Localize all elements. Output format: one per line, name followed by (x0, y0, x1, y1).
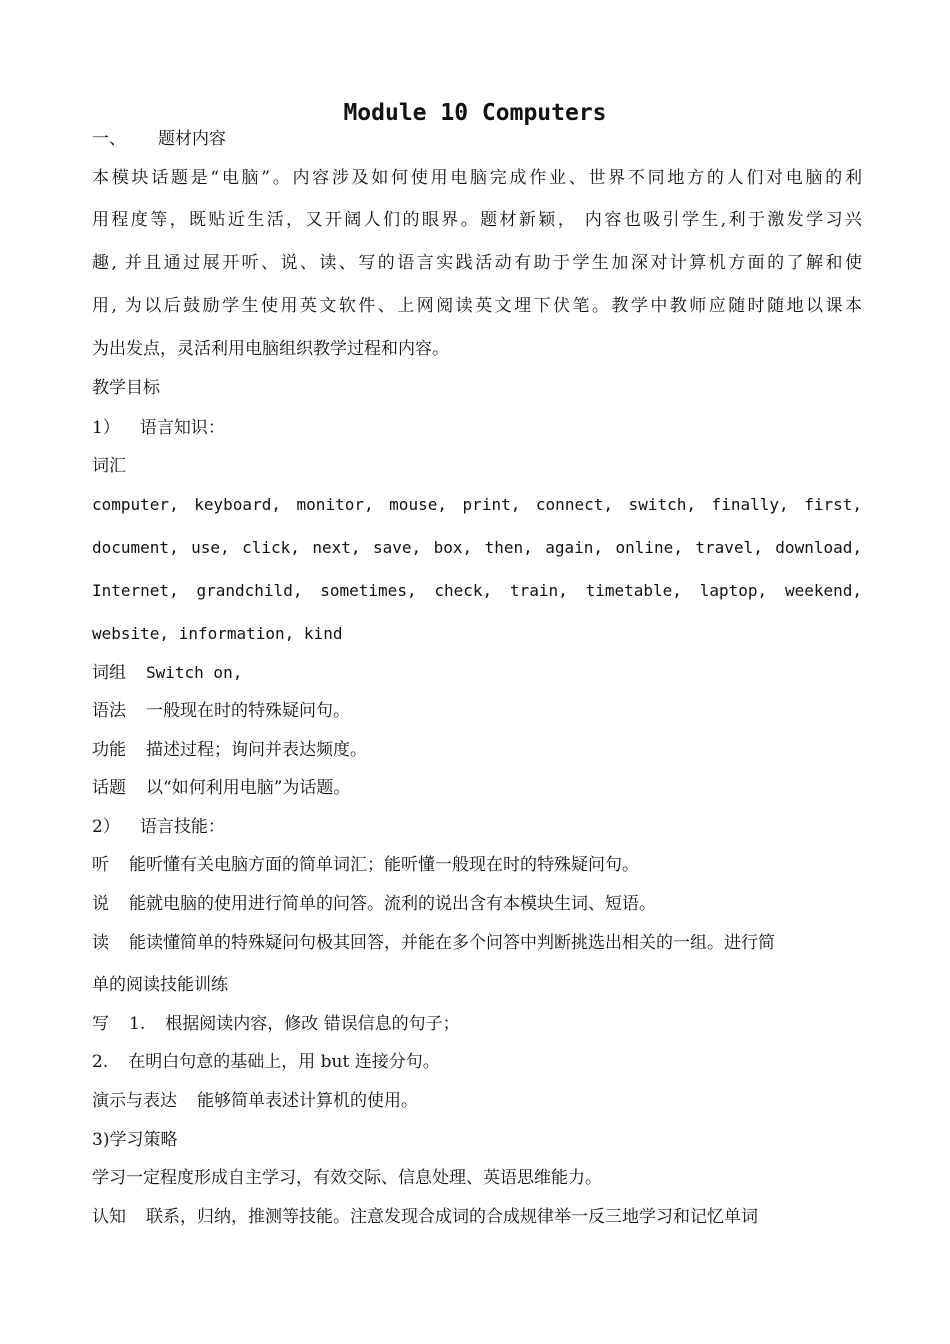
section-2-heading: 教学目标 (92, 378, 160, 398)
cognition-label: 认知 (92, 1207, 126, 1227)
read-row (92, 931, 862, 955)
phrase-text: Switch on, (146, 663, 243, 682)
subsection-2-heading (92, 815, 862, 839)
subsection-1-title: 语言知识： (139, 418, 225, 438)
speak-text: 能就电脑的使用进行简单的问答。流利的说出含有本模块生词、短语。 (129, 894, 656, 914)
present-text: 能够简单表述计算机的使用。 (197, 1091, 418, 1111)
section-1-number: 一、 (92, 129, 126, 149)
write-item-2-text: 在明白句意的基础上，用 but 连接分句。 (128, 1052, 440, 1072)
write-row-1 (92, 1012, 862, 1036)
subsection-3-heading: 3)学习策略 (92, 1130, 178, 1150)
function-label: 功能 (92, 740, 126, 760)
present-row (92, 1089, 862, 1113)
read-label: 读 (92, 933, 109, 953)
read-text: 能读懂简单的特殊疑问句极其回答，并能在多个问答中判断挑选出相关的一组。进行简 (129, 933, 775, 953)
grammar-row (92, 699, 862, 723)
grammar-text: 一般现在时的特殊疑问句。 (146, 701, 350, 721)
phrase-row (92, 661, 862, 685)
grammar-label: 语法 (92, 701, 126, 721)
topic-label: 话题 (92, 778, 126, 798)
subsection-2-number: 2） (92, 817, 120, 837)
subsection-1-number: 1） (92, 418, 120, 438)
write-row-2 (92, 1050, 862, 1074)
strategy-line: 学习一定程度形成自主学习，有效交际、信息处理、英语思维能力。 (92, 1168, 602, 1188)
function-text: 描述过程；询问并表达频度。 (146, 740, 367, 760)
present-label: 演示与表达 (92, 1091, 177, 1111)
speak-row (92, 892, 862, 916)
paragraph-line: 为出发点，灵活利用电脑组织教学过程和内容。 (92, 339, 449, 359)
write-item-1-number: 1. (129, 1014, 146, 1034)
vocab-line: website, information, kind (92, 624, 343, 643)
page-title: Module 10 Computers (343, 100, 607, 126)
speak-label: 说 (92, 894, 109, 914)
cognition-text: 联系，归纳，推测等技能。注意发现合成词的合成规律举一反三地学习和记忆单词 (146, 1207, 758, 1227)
write-item-2-number: 2. (92, 1052, 109, 1072)
section-1-title: 题材内容 (158, 129, 226, 149)
vocab-line: document, use, click, next, save, box, then, again, online, travel, download, (92, 538, 862, 557)
phrase-label: 词组 (92, 663, 126, 683)
paragraph-line: 趣, 并且通过展开听、说、读、写的语言实践活动有助于学生加深对计算机方面的了解和使 (92, 253, 862, 273)
cognition-row (92, 1205, 862, 1229)
listen-row (92, 853, 862, 877)
subsection-2-title: 语言技能： (139, 817, 225, 837)
topic-text: 以“如何利用电脑”为话题。 (146, 778, 351, 798)
write-label: 写 (92, 1014, 109, 1034)
paragraph-line: 本模块话题是“电脑”。内容涉及如何使用电脑完成作业、世界不同地方的人们对电脑的利 (92, 168, 862, 188)
paragraph-line: 用, 为以后鼓励学生使用英文软件、上网阅读英文埋下伏笔。教学中教师应随时随地以课本 (92, 296, 862, 316)
topic-row (92, 776, 862, 800)
paragraph-line: 用程度等，既贴近生活，又开阔人们的眼界。题材新颖， 内容也吸引学生,利于激发学习兴 (92, 210, 862, 230)
write-item-1-text: 根据阅读内容，修改 错误信息的句子； (165, 1014, 460, 1034)
section-1-heading (92, 127, 862, 151)
vocab-line: Internet, grandchild, sometimes, check, train, timetable, laptop, weekend, (92, 581, 862, 600)
function-row (92, 738, 862, 762)
vocab-line: computer, keyboard, monitor, mouse, print, connect, switch, finally, first, (92, 495, 862, 514)
vocab-label: 词汇 (92, 456, 126, 476)
subsection-1-heading (92, 416, 862, 440)
listen-text: 能听懂有关电脑方面的简单词汇；能听懂一般现在时的特殊疑问句。 (129, 855, 639, 875)
listen-label: 听 (92, 855, 109, 875)
read-row-continued: 单的阅读技能训练 (92, 975, 228, 995)
